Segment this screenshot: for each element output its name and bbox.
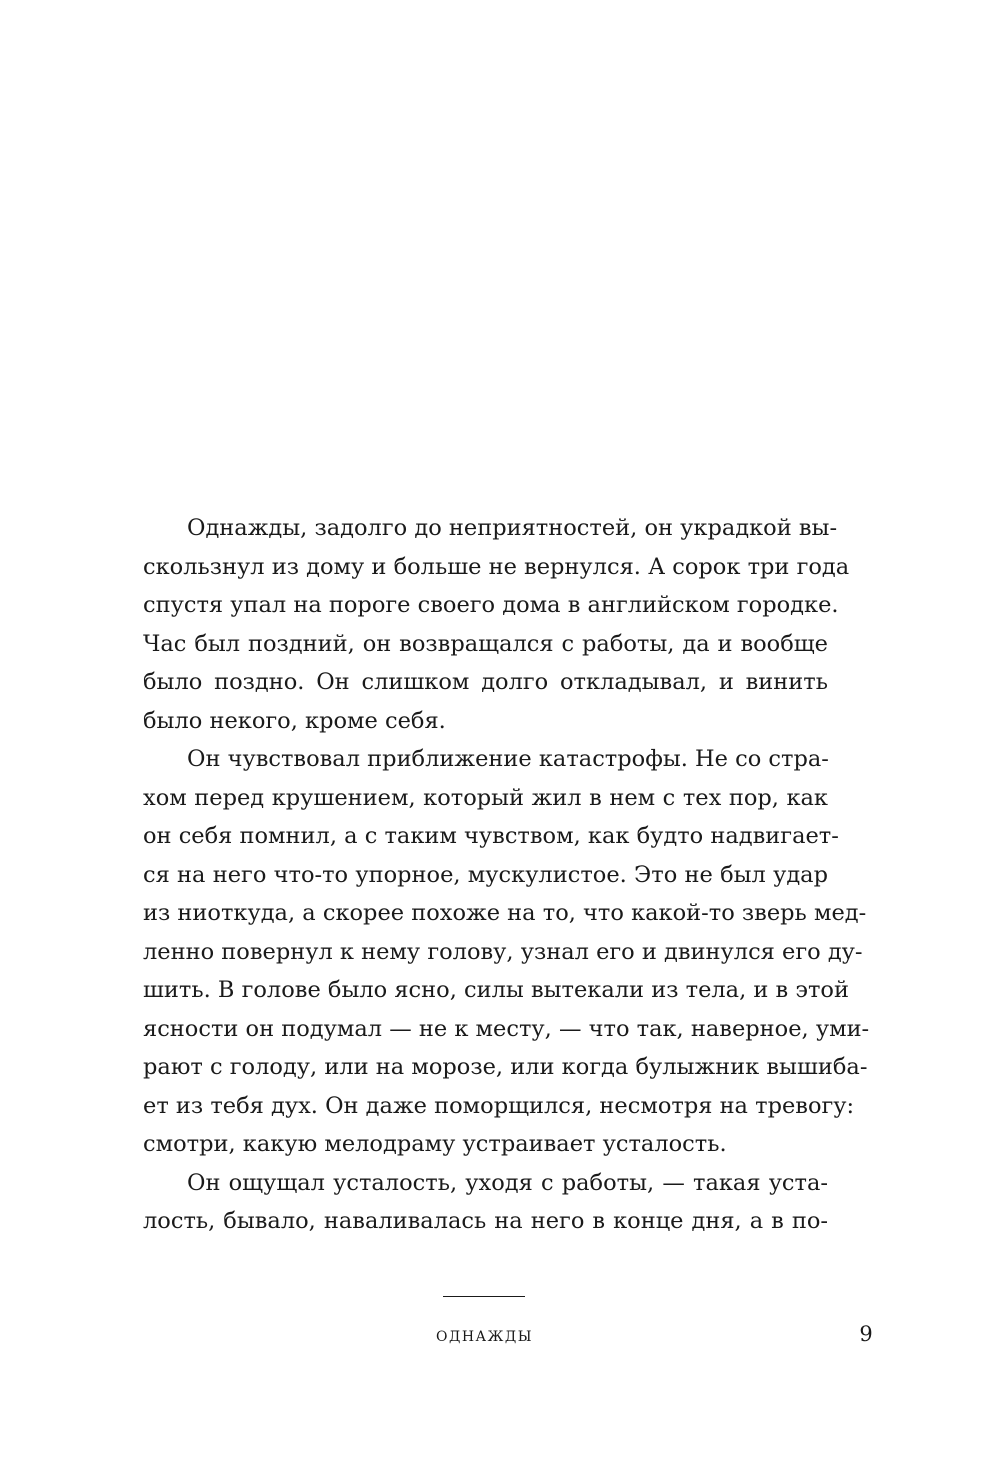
text-line: было поздно. Он слишком долго откладывал, и винить (143, 669, 828, 695)
text-line: шить. В голове было ясно, силы вытекали из тела, и в этой (143, 977, 849, 1003)
text-line: скользнул из дому и больше не вернулся. А сорок три года (143, 553, 850, 580)
text-line: рают с голоду, или на морозе, или когда булыжник вышиба- (143, 1054, 868, 1080)
footer-divider (443, 1296, 525, 1297)
text-line: ся на него что-то упорное, мускулистое. Это не был удар (143, 861, 828, 888)
text-line: было некого, кроме себя. (143, 707, 446, 734)
text-line: он себя помнил, а с таким чувством, как будто надвигает- (143, 823, 839, 849)
text-line: лость, бывало, наваливалась на него в конце дня, а в по- (143, 1208, 828, 1234)
page-number: 9 (859, 1322, 873, 1346)
text-line: спустя упал на пороге своего дома в английском городке. (143, 592, 839, 618)
text-line: ясности он подумал — не к месту, — что так, наверное, уми- (143, 1015, 870, 1042)
body-text (143, 509, 870, 1241)
running-title: ОДНАЖДЫ (435, 1329, 534, 1345)
text-line: Он чувствовал приближение катастрофы. Не со стра- (187, 746, 829, 772)
text-line: ленно повернул к нему голову, узнал его и двинулся его ду- (143, 938, 863, 965)
text-line: смотри, какую мелодраму устраивает усталость. (143, 1131, 727, 1157)
text-line: Час был поздний, он возвращался с работы, да и вообще (143, 630, 828, 657)
text-line: ет из тебя дух. Он даже поморщился, несмотря на тревогу: (143, 1092, 855, 1119)
text-line: хом перед крушением, который жил в нем с тех пор, как (143, 784, 828, 811)
text-line: Он ощущал усталость, уходя с работы, — такая уста- (187, 1169, 828, 1196)
text-line: Однажды, задолго до неприятностей, он украдкой вы- (187, 515, 838, 541)
text-line: из ниоткуда, а скорее похоже на то, что какой-то зверь мед- (143, 900, 867, 926)
